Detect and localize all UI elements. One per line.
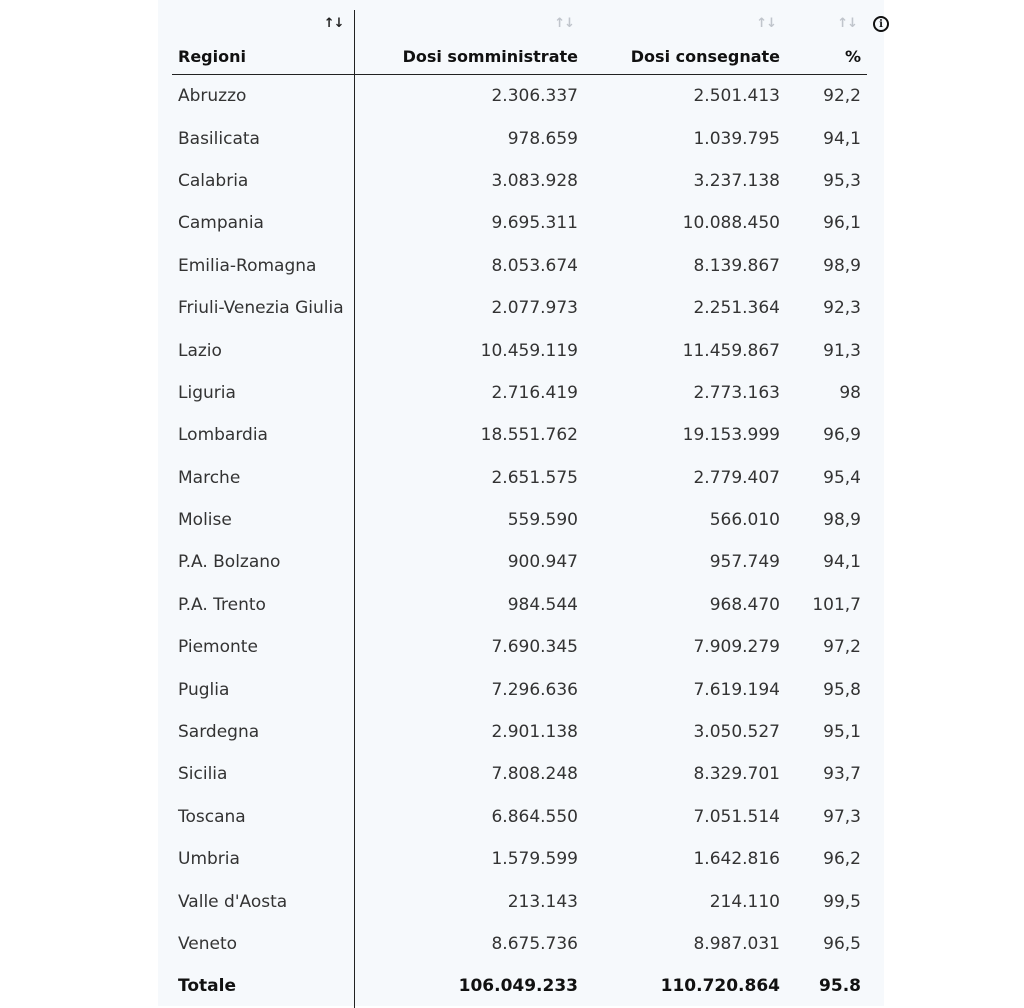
dosi-consegnate-cell: 8.987.031 [693, 934, 780, 954]
table-row [172, 117, 867, 159]
sort-icon[interactable]: ↑↓ [554, 16, 574, 31]
dosi-somministrate-cell: 106.049.233 [458, 976, 578, 997]
dosi-consegnate-cell: 7.051.514 [693, 806, 780, 827]
dosi-consegnate-cell: 11.459.867 [682, 340, 780, 361]
table-row [172, 245, 867, 287]
dosi-somministrate-cell: 900.947 [507, 552, 578, 573]
percent-cell: 101,7 [812, 594, 861, 615]
percent-cell: 98 [839, 382, 861, 403]
column-header-dosi-consegnate[interactable] [584, 10, 786, 75]
dosi-somministrate-cell: 10.459.119 [480, 340, 578, 361]
column-header-regioni[interactable] [172, 10, 354, 75]
table-row [172, 414, 867, 456]
dosi-consegnate-cell: 957.749 [709, 552, 780, 573]
region-cell: Sardegna [172, 711, 354, 753]
dosi-somministrate-cell: 2.716.419 [491, 382, 578, 403]
percent-cell: 96,9 [823, 425, 861, 446]
table-row [172, 626, 867, 668]
region-cell: Puglia [172, 668, 354, 710]
table-row [172, 838, 867, 880]
sort-icon[interactable]: ↑↓ [837, 16, 857, 31]
dosi-consegnate-cell: 7.619.194 [693, 679, 780, 700]
dosi-consegnate-cell: 2.779.407 [693, 467, 780, 488]
region-cell: Piemonte [172, 626, 354, 668]
percent-cell: 94,1 [823, 128, 861, 149]
region-cell: Marche [172, 457, 354, 499]
dosi-consegnate-cell: 968.470 [709, 594, 780, 615]
dosi-consegnate-cell: 8.139.867 [693, 255, 780, 276]
table-row [172, 329, 867, 371]
region-cell: Emilia-Romagna [172, 245, 354, 287]
dosi-consegnate-cell: 1.039.795 [693, 128, 780, 149]
sort-icon[interactable]: ↑↓ [323, 16, 344, 31]
percent-cell: 91,3 [823, 340, 861, 361]
region-cell: Valle d'Aosta [172, 880, 354, 922]
table-row [172, 499, 867, 541]
dosi-somministrate-cell: 7.690.345 [491, 637, 578, 658]
table-row [172, 796, 867, 838]
dosi-consegnate-cell: 8.329.701 [693, 764, 780, 785]
percent-cell: 94,1 [823, 552, 861, 573]
region-cell: Totale [172, 965, 354, 1007]
dosi-somministrate-cell: 213.143 [507, 891, 578, 912]
dosi-consegnate-cell: 1.642.816 [693, 849, 780, 870]
percent-cell: 95.8 [819, 976, 861, 997]
table-row [172, 372, 867, 414]
dosi-consegnate-cell: 2.251.364 [693, 298, 780, 319]
dosi-somministrate-cell: 2.077.973 [491, 298, 578, 319]
percent-cell: 96,1 [823, 213, 861, 234]
percent-cell: 95,1 [823, 722, 861, 743]
dosi-somministrate-cell: 18.551.762 [480, 425, 578, 446]
percent-cell: 99,5 [823, 891, 861, 912]
sort-icon[interactable]: ↑↓ [756, 16, 776, 31]
dosi-somministrate-cell: 2.651.575 [491, 467, 578, 488]
region-cell: Basilicata [172, 117, 354, 159]
percent-cell: 95,3 [823, 170, 861, 191]
region-cell: Lazio [172, 329, 354, 371]
dosi-somministrate-cell: 978.659 [507, 128, 578, 149]
info-icon[interactable]: i [873, 16, 889, 32]
dosi-somministrate-cell: 984.544 [507, 594, 578, 615]
percent-cell: 96,5 [823, 934, 861, 954]
table-row [172, 880, 867, 922]
table-header-row [172, 10, 867, 75]
region-cell: Friuli-Venezia Giulia [172, 287, 354, 329]
dosi-consegnate-cell: 19.153.999 [682, 425, 780, 446]
dosi-somministrate-cell: 2.306.337 [491, 86, 578, 107]
region-cell: Abruzzo [172, 75, 354, 118]
dosi-somministrate-cell: 7.808.248 [491, 764, 578, 785]
table-row [172, 160, 867, 202]
table-row [172, 75, 867, 118]
table-row [172, 457, 867, 499]
column-header-label: Dosi somministrate [402, 47, 578, 66]
dosi-consegnate-cell: 3.237.138 [693, 170, 780, 191]
region-cell: P.A. Bolzano [172, 541, 354, 583]
table-row [172, 923, 867, 965]
table-row [172, 541, 867, 583]
percent-cell: 97,3 [823, 806, 861, 827]
dosi-somministrate-cell: 8.675.736 [491, 934, 578, 954]
table-row [172, 668, 867, 710]
region-cell: P.A. Trento [172, 584, 354, 626]
percent-cell: 95,4 [823, 467, 861, 488]
dosi-somministrate-cell: 6.864.550 [491, 806, 578, 827]
column-header-dosi-somministrate[interactable] [354, 10, 584, 75]
dosi-consegnate-cell: 2.501.413 [693, 86, 780, 107]
percent-cell: 98,9 [823, 255, 861, 276]
region-cell: Umbria [172, 838, 354, 880]
dosi-consegnate-cell: 7.909.279 [693, 637, 780, 658]
percent-cell: 92,3 [823, 298, 861, 319]
region-cell: Campania [172, 202, 354, 244]
dosi-consegnate-cell: 2.773.163 [693, 382, 780, 403]
table-row [172, 753, 867, 795]
percent-cell: 92,2 [823, 86, 861, 107]
dosi-somministrate-cell: 1.579.599 [491, 849, 578, 870]
table-row [172, 584, 867, 626]
region-cell: Liguria [172, 372, 354, 414]
dosi-somministrate-cell: 3.083.928 [491, 170, 578, 191]
region-cell: Sicilia [172, 753, 354, 795]
dosi-consegnate-cell: 566.010 [709, 510, 780, 531]
table-row [172, 287, 867, 329]
percent-cell: 96,2 [823, 849, 861, 870]
dosi-somministrate-cell: 9.695.311 [491, 213, 578, 234]
column-header-label: Regioni [178, 47, 246, 66]
percent-cell: 95,8 [823, 679, 861, 700]
percent-cell: 93,7 [823, 764, 861, 785]
region-cell: Toscana [172, 796, 354, 838]
dosi-somministrate-cell: 559.590 [507, 510, 578, 531]
dosi-consegnate-cell: 110.720.864 [660, 976, 780, 997]
percent-cell: 98,9 [823, 510, 861, 531]
region-cell: Veneto [172, 923, 354, 965]
region-cell: Lombardia [172, 414, 354, 456]
dosi-consegnate-cell: 214.110 [709, 891, 780, 912]
dosi-somministrate-cell: 2.901.138 [491, 722, 578, 743]
dosi-consegnate-cell: 3.050.527 [693, 722, 780, 743]
dosi-consegnate-cell: 10.088.450 [682, 213, 780, 234]
dosi-somministrate-cell: 7.296.636 [491, 679, 578, 700]
percent-cell: 97,2 [823, 637, 861, 658]
table-total-row [172, 965, 867, 1007]
column-header-label: Dosi consegnate [630, 47, 780, 66]
vaccination-table [172, 10, 867, 1008]
dosi-somministrate-cell: 8.053.674 [491, 255, 578, 276]
region-cell: Molise [172, 499, 354, 541]
column-header-label: % [844, 47, 861, 66]
column-header-percent[interactable] [786, 10, 867, 75]
table-row [172, 711, 867, 753]
region-cell: Calabria [172, 160, 354, 202]
table-row [172, 202, 867, 244]
